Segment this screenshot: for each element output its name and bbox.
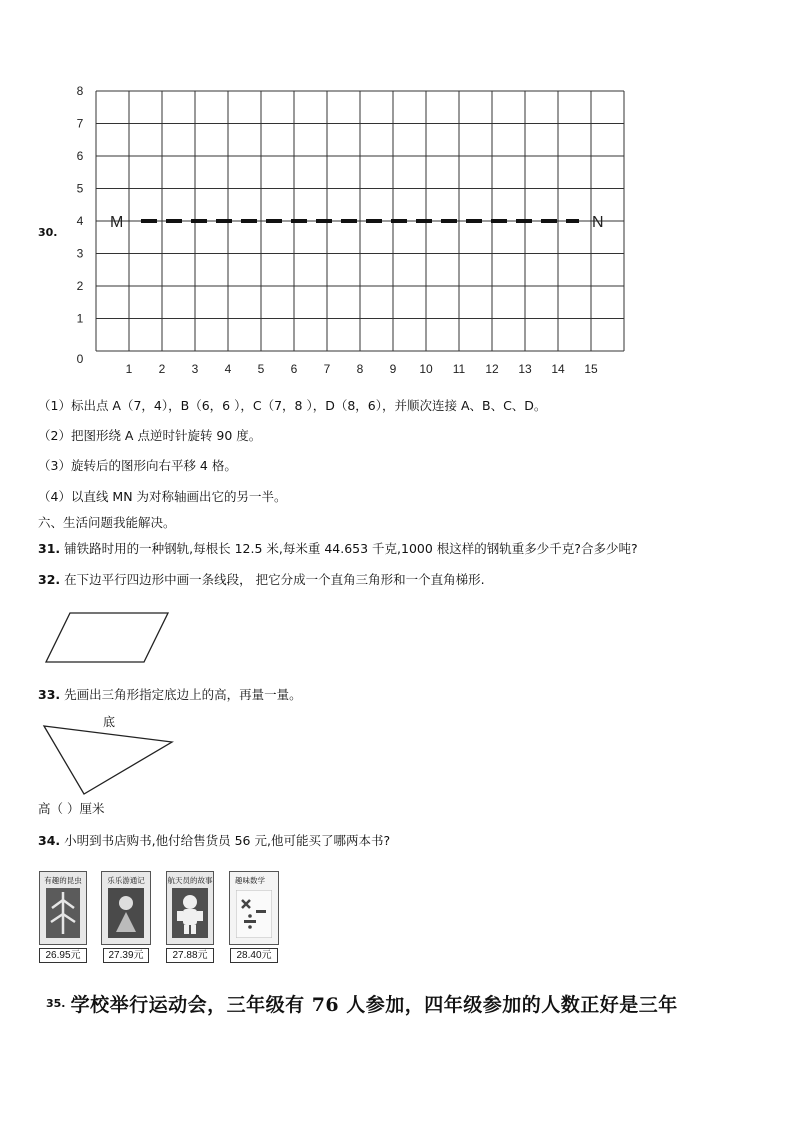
x-tick-label: 8 xyxy=(356,362,364,376)
base-label: 底 xyxy=(103,715,116,729)
q30-sub-4: （4）以直线 MN 为对称轴画出它的另一半。 xyxy=(38,489,287,504)
question-number-34: 34. xyxy=(38,833,61,848)
x-tick-label: 11 xyxy=(452,362,466,376)
question-32 xyxy=(38,574,485,587)
question-35-text: 学校举行运动会，三年级有 76 人参加，四年级参加的人数正好是三年 xyxy=(70,994,678,1016)
question-number-32: 32. xyxy=(38,572,61,587)
question-31 xyxy=(38,543,638,556)
y-tick-label: 3 xyxy=(76,246,84,261)
book-4-price: 28.40元 xyxy=(230,948,278,963)
astronaut-icon xyxy=(172,888,208,938)
x-tick-label: 15 xyxy=(584,362,598,376)
insect-icon xyxy=(46,888,80,938)
height-answer-label: 高（ ）厘米 xyxy=(38,801,105,816)
question-33-text: 先画出三角形指定底边上的高，再量一量。 xyxy=(64,687,302,702)
math-symbols-icon xyxy=(236,890,272,938)
label-m: M xyxy=(110,214,124,231)
triangle xyxy=(44,726,172,794)
y-tick-label: 2 xyxy=(76,279,84,293)
y-tick-label: 5 xyxy=(76,181,84,196)
question-number-30: 30. xyxy=(38,226,58,239)
y-tick-label: 7 xyxy=(76,116,84,131)
y-tick-label: 1 xyxy=(76,311,84,326)
y-tick-label: 4 xyxy=(76,214,84,228)
book-2-price: 27.39元 xyxy=(103,948,149,963)
x-tick-label: 10 xyxy=(419,362,433,376)
x-tick-label: 3 xyxy=(191,362,199,376)
x-tick-label: 1 xyxy=(125,362,133,376)
question-34-text: 小明到书店购书,他付给售货员 56 元,他可能买了哪两本书? xyxy=(64,833,391,848)
y-tick-labels xyxy=(77,84,84,366)
line-mn xyxy=(110,214,604,231)
x-tick-label: 4 xyxy=(224,362,232,376)
book-4 xyxy=(229,871,279,945)
q30-sub-3: （3）旋转后的图形向右平移 4 格。 xyxy=(38,458,237,473)
x-tick-label: 2 xyxy=(158,362,166,376)
origin-label: 0 xyxy=(76,352,84,366)
book-3-price: 27.88元 xyxy=(166,948,214,963)
question-35 xyxy=(46,990,678,1017)
q30-sub-2: （2）把图形绕 A 点逆时针旋转 90 度。 xyxy=(38,428,262,443)
question-number-31: 31. xyxy=(38,541,61,556)
parallelogram xyxy=(46,613,168,662)
book-2 xyxy=(101,871,151,945)
x-tick-label: 5 xyxy=(257,362,265,376)
x-tick-labels xyxy=(126,362,598,376)
x-tick-label: 6 xyxy=(290,362,298,376)
question-32-text: 在下边平行四边形中画一条线段， 把它分成一个直角三角形和一个直角梯形. xyxy=(64,572,485,587)
x-tick-label: 14 xyxy=(551,362,565,376)
y-tick-label: 6 xyxy=(76,149,84,163)
coordinate-grid xyxy=(60,80,640,380)
book-1-price: 26.95元 xyxy=(39,948,87,963)
question-number-35: 35. xyxy=(46,997,66,1010)
book-1-title: 有趣的昆虫 xyxy=(44,876,82,885)
parallelogram-figure xyxy=(40,608,180,668)
y-tick-label: 8 xyxy=(76,84,84,98)
question-34 xyxy=(38,835,390,848)
question-31-text: 铺铁路时用的一种钢轨,每根长 12.5 米,每米重 44.653 千克,1000 根这样的钢轨重多少千克?合多少吨? xyxy=(64,541,638,556)
question-33 xyxy=(38,689,302,702)
section-heading: 六、生活问题我能解决。 xyxy=(38,515,176,530)
q30-sub-1: （1）标出点 A（7，4），B（6，6 ），C（7，8 ），D（8，6），并顺次连接 A、B、C、D。 xyxy=(38,398,547,413)
x-tick-label: 9 xyxy=(389,362,397,376)
label-n: N xyxy=(592,214,604,231)
book-2-title: 乐乐游通记 xyxy=(107,876,145,885)
x-tick-label: 13 xyxy=(518,362,532,376)
book-3-title: 航天员的故事 xyxy=(167,876,213,885)
x-tick-label: 7 xyxy=(323,362,331,376)
book-3 xyxy=(166,871,214,945)
book-4-title: 趣味数学 xyxy=(235,876,265,885)
x-tick-label: 12 xyxy=(485,362,499,376)
book-1 xyxy=(39,871,87,945)
question-number-33: 33. xyxy=(38,687,61,702)
child-icon xyxy=(108,888,144,938)
